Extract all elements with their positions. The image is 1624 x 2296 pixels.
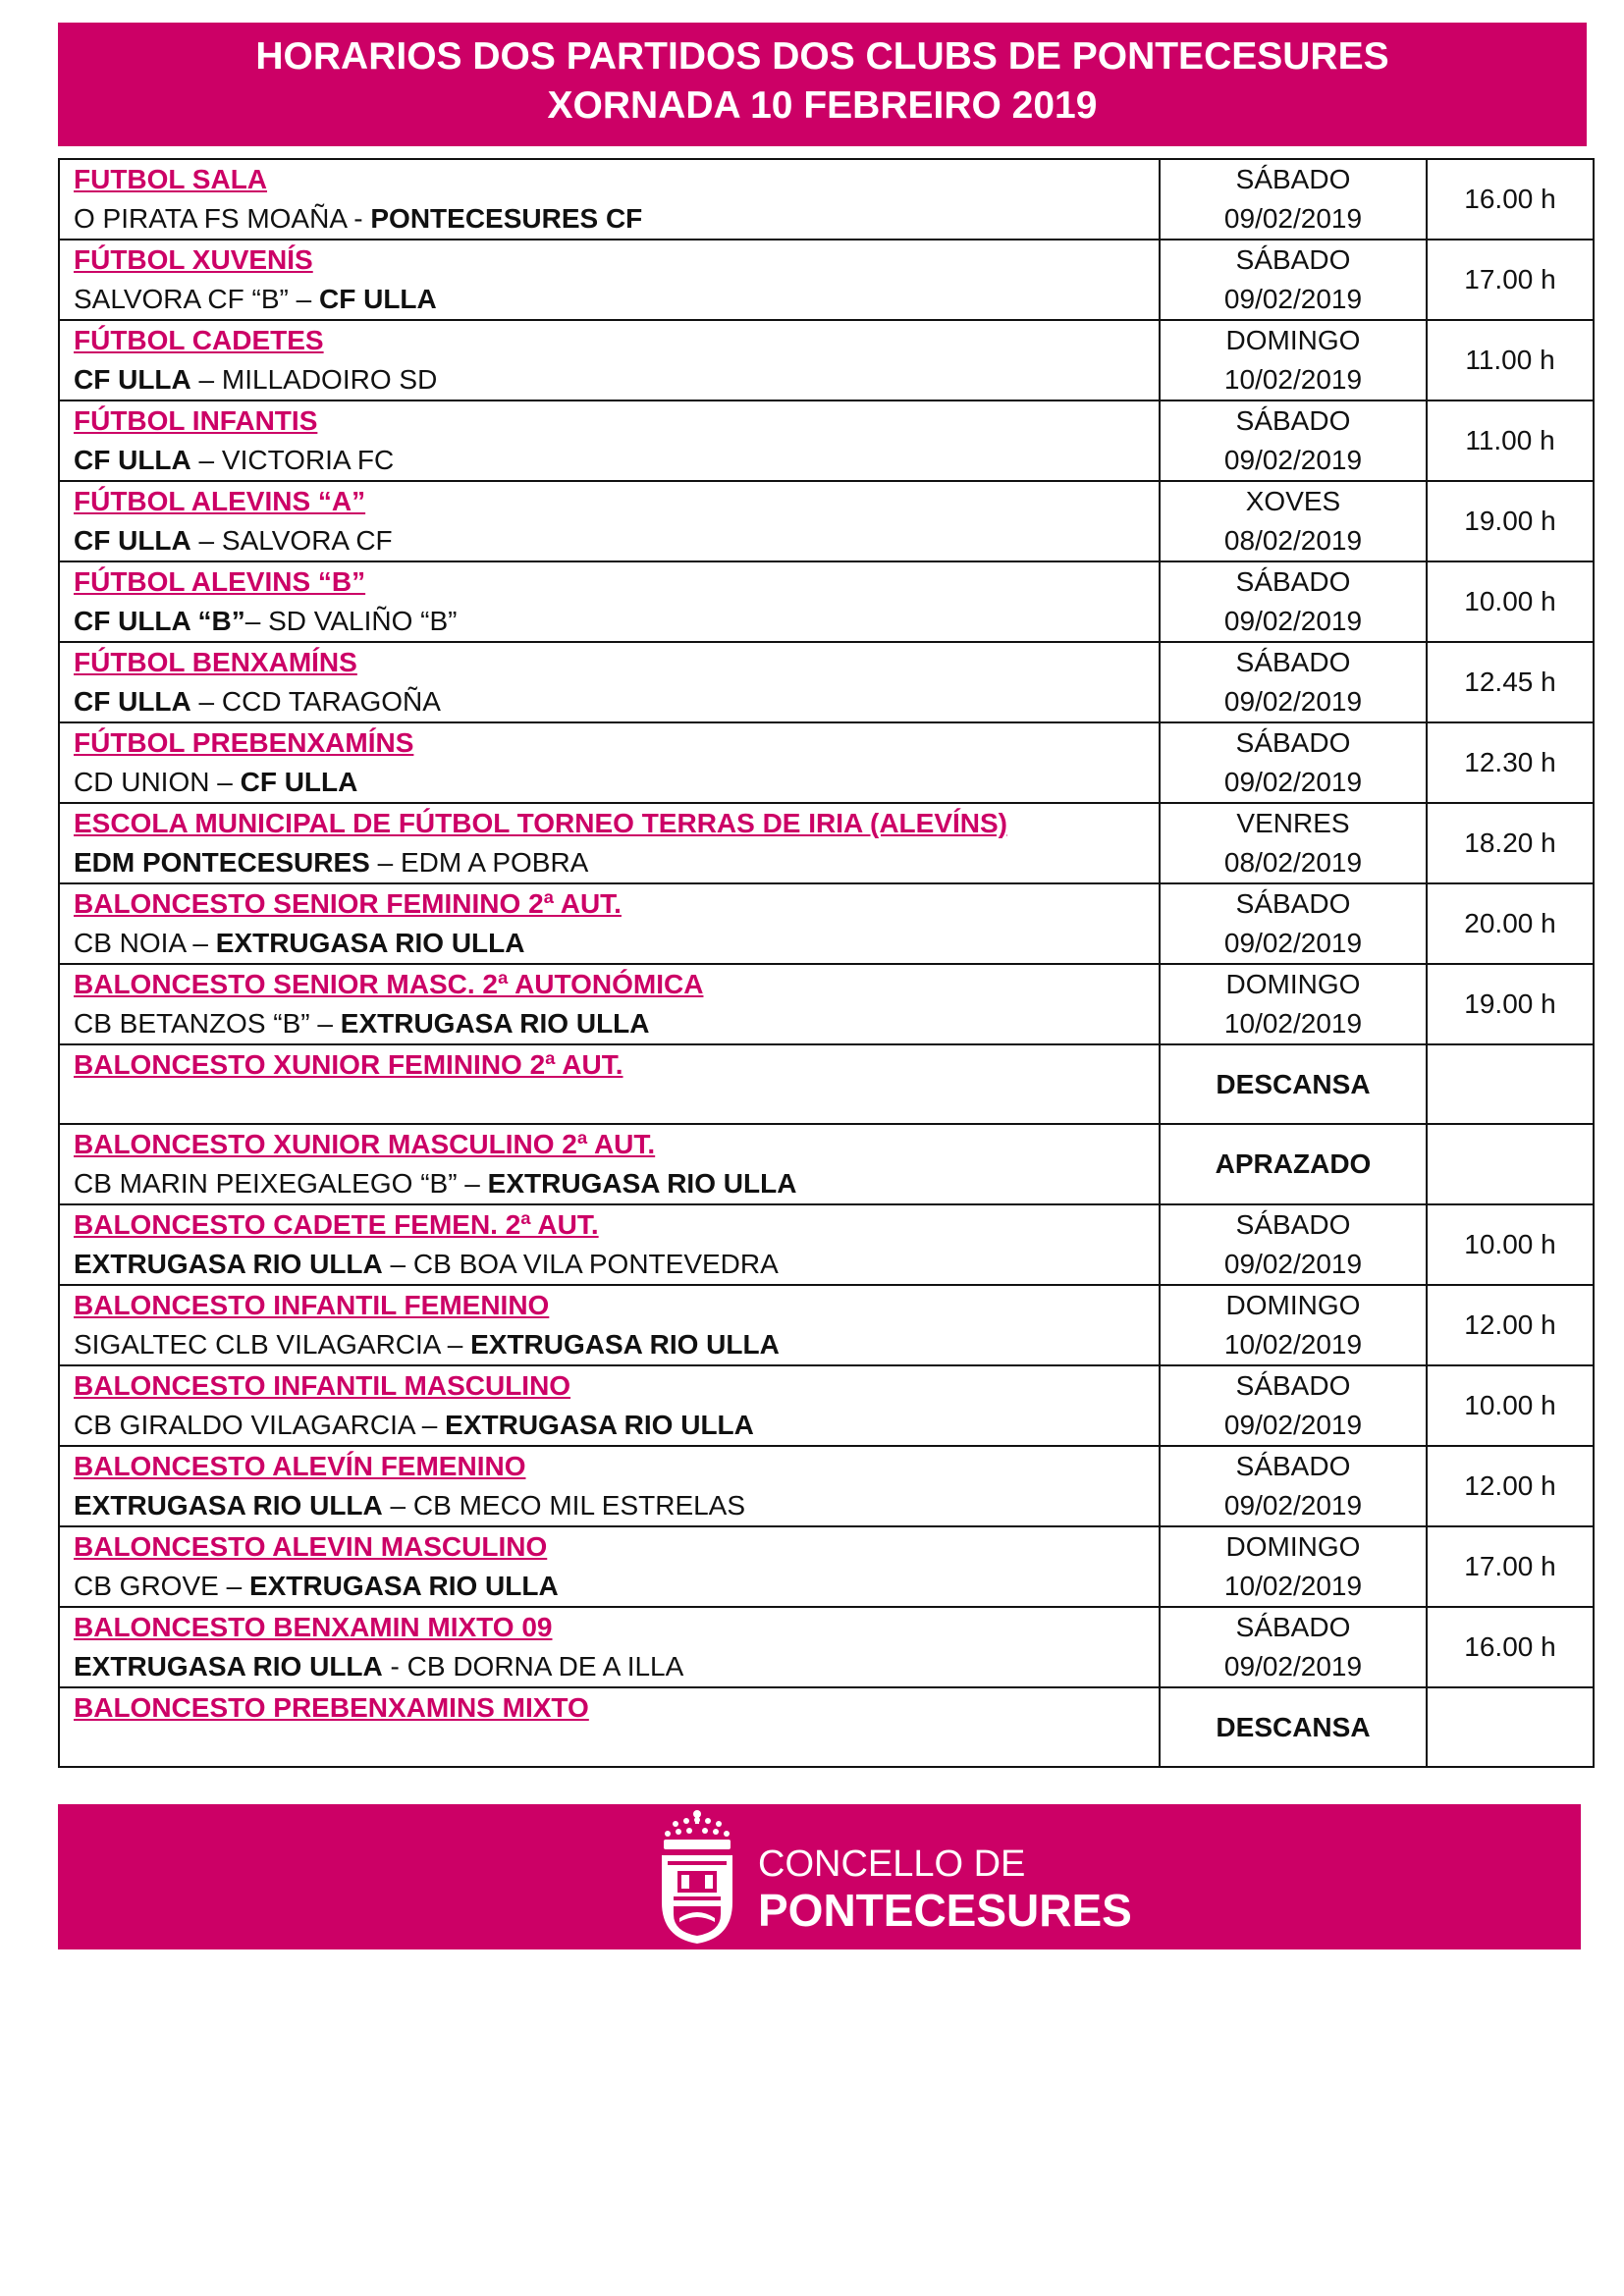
day-cell bbox=[1160, 1204, 1427, 1285]
time-cell: 18.20 h bbox=[1427, 803, 1594, 883]
home-team: EDM PONTECESURES bbox=[74, 847, 370, 878]
day-name: SÁBADO bbox=[1235, 647, 1351, 677]
day-cell bbox=[1160, 1044, 1427, 1124]
match-date: 08/02/2019 bbox=[1223, 525, 1363, 556]
day-cell bbox=[1160, 964, 1427, 1044]
teams-line bbox=[74, 843, 1159, 882]
time-cell: 17.00 h bbox=[1427, 240, 1594, 320]
away-team: CF ULLA bbox=[240, 767, 358, 797]
team-separator: – bbox=[190, 445, 222, 475]
teams-line bbox=[74, 1325, 1159, 1364]
time-cell bbox=[1427, 1124, 1594, 1204]
day-name: DOMINGO bbox=[1225, 1531, 1361, 1562]
teams-line bbox=[74, 1164, 1159, 1203]
team-separator: – bbox=[190, 525, 222, 556]
time-cell: 12.00 h bbox=[1427, 1446, 1594, 1526]
match-cell bbox=[59, 722, 1160, 803]
match-cell bbox=[59, 1285, 1160, 1365]
teams-line bbox=[74, 199, 1159, 239]
footer-text bbox=[758, 1843, 1132, 1936]
match-date: 09/02/2019 bbox=[1223, 1490, 1363, 1521]
day-name: DOMINGO bbox=[1225, 325, 1361, 355]
category-label: FÚTBOL INFANTIS bbox=[74, 405, 318, 436]
category-label: BALONCESTO PREBENXAMINS MIXTO bbox=[74, 1692, 589, 1723]
team-separator: – bbox=[185, 928, 216, 958]
schedule-row bbox=[59, 722, 1594, 803]
teams-line bbox=[74, 1245, 1159, 1284]
away-team: EXTRUGASA RIO ULLA bbox=[248, 1571, 559, 1601]
match-cell bbox=[59, 642, 1160, 722]
teams-line bbox=[74, 763, 1159, 802]
schedule-row bbox=[59, 642, 1594, 722]
match-cell bbox=[59, 964, 1160, 1044]
category-label: BALONCESTO INFANTIL MASCULINO bbox=[74, 1370, 571, 1401]
team-separator: - bbox=[382, 1651, 407, 1682]
away-team: EDM A POBRA bbox=[400, 847, 589, 878]
status-label: DESCANSA bbox=[1216, 1068, 1371, 1099]
day-cell bbox=[1160, 1446, 1427, 1526]
municipal-crest-icon bbox=[654, 1808, 740, 1946]
team-separator: – bbox=[414, 1410, 446, 1440]
schedule-body bbox=[59, 159, 1594, 1767]
home-team: SIGALTEC CLB VILAGARCIA bbox=[74, 1329, 440, 1360]
day-name: VENRES bbox=[1236, 808, 1350, 838]
category-label: FUTBOL SALA bbox=[74, 164, 268, 194]
match-date: 08/02/2019 bbox=[1223, 847, 1363, 878]
category-label: ESCOLA MUNICIPAL DE FÚTBOL TORNEO TERRAS DE IRIA (ALEVÍNS) bbox=[74, 808, 1008, 838]
team-separator: – bbox=[457, 1168, 488, 1199]
match-date: 09/02/2019 bbox=[1223, 284, 1363, 314]
schedule-row bbox=[59, 159, 1594, 240]
time-cell: 12.30 h bbox=[1427, 722, 1594, 803]
category-label: FÚTBOL PREBENXAMÍNS bbox=[74, 727, 414, 758]
schedule-row bbox=[59, 803, 1594, 883]
match-cell bbox=[59, 240, 1160, 320]
time-cell: 12.00 h bbox=[1427, 1285, 1594, 1365]
home-team: CF ULLA bbox=[74, 525, 191, 556]
category-label: FÚTBOL XUVENÍS bbox=[74, 244, 313, 275]
header-subtitle: XORNADA 10 FEBREIRO 2019 bbox=[547, 84, 1098, 127]
category-label: BALONCESTO XUNIOR FEMININO 2ª AUT. bbox=[74, 1049, 623, 1080]
away-team: EXTRUGASA RIO ULLA bbox=[340, 1008, 650, 1039]
schedule-row bbox=[59, 320, 1594, 400]
day-cell bbox=[1160, 481, 1427, 561]
teams-line bbox=[74, 602, 1159, 641]
teams-line bbox=[74, 1486, 1159, 1525]
match-cell bbox=[59, 883, 1160, 964]
page-header bbox=[58, 23, 1587, 146]
team-separator: – bbox=[382, 1490, 413, 1521]
day-cell bbox=[1160, 1687, 1427, 1767]
match-cell bbox=[59, 1526, 1160, 1607]
team-separator: – bbox=[244, 606, 269, 636]
header-title: HORARIOS DOS PARTIDOS DOS CLUBS DE PONTECESURES bbox=[255, 35, 1389, 78]
team-separator: – bbox=[369, 847, 401, 878]
match-date: 09/02/2019 bbox=[1223, 928, 1363, 958]
day-name: SÁBADO bbox=[1235, 164, 1351, 194]
time-cell: 19.00 h bbox=[1427, 481, 1594, 561]
day-name: SÁBADO bbox=[1235, 1612, 1351, 1642]
time-cell: 17.00 h bbox=[1427, 1526, 1594, 1607]
time-cell: 10.00 h bbox=[1427, 1365, 1594, 1446]
status-label: DESCANSA bbox=[1216, 1711, 1371, 1742]
status-label: APRAZADO bbox=[1215, 1148, 1372, 1179]
category-label: BALONCESTO SENIOR MASC. 2ª AUTONÓMICA bbox=[74, 969, 704, 999]
away-team: EXTRUGASA RIO ULLA bbox=[470, 1329, 780, 1360]
home-team: CF ULLA bbox=[74, 686, 191, 717]
category-label: FÚTBOL CADETES bbox=[74, 325, 324, 355]
away-team: SD VALIÑO “B” bbox=[268, 606, 458, 636]
day-name: SÁBADO bbox=[1235, 1370, 1351, 1401]
teams-line bbox=[74, 1004, 1159, 1043]
match-date: 09/02/2019 bbox=[1223, 1249, 1363, 1279]
home-team: O PIRATA FS MOAÑA bbox=[74, 203, 347, 234]
category-label: FÚTBOL ALEVINS “B” bbox=[74, 566, 366, 597]
home-team: CF ULLA “B” bbox=[74, 606, 245, 636]
schedule-row bbox=[59, 240, 1594, 320]
time-cell bbox=[1427, 1687, 1594, 1767]
home-team: CB GROVE bbox=[74, 1571, 219, 1601]
team-separator: – bbox=[439, 1329, 471, 1360]
day-name: SÁBADO bbox=[1235, 1451, 1351, 1481]
match-date: 09/02/2019 bbox=[1223, 445, 1363, 475]
home-team: CF ULLA bbox=[74, 445, 191, 475]
day-name: SÁBADO bbox=[1235, 405, 1351, 436]
team-separator: – bbox=[288, 284, 319, 314]
category-label: BALONCESTO SENIOR FEMININO 2ª AUT. bbox=[74, 888, 622, 919]
schedule-row bbox=[59, 1285, 1594, 1365]
match-cell bbox=[59, 1044, 1160, 1124]
day-cell bbox=[1160, 1124, 1427, 1204]
day-cell bbox=[1160, 1607, 1427, 1687]
schedule-row bbox=[59, 1044, 1594, 1124]
home-team: EXTRUGASA RIO ULLA bbox=[74, 1651, 383, 1682]
schedule-row bbox=[59, 1446, 1594, 1526]
match-date: 10/02/2019 bbox=[1223, 1329, 1363, 1360]
away-team: CB MECO MIL ESTRELAS bbox=[412, 1490, 746, 1521]
match-date: 10/02/2019 bbox=[1223, 1008, 1363, 1039]
match-date: 10/02/2019 bbox=[1223, 364, 1363, 395]
teams-line bbox=[74, 1567, 1159, 1606]
category-label: BALONCESTO BENXAMIN MIXTO 09 bbox=[74, 1612, 553, 1642]
match-cell bbox=[59, 1204, 1160, 1285]
teams-line bbox=[74, 360, 1159, 400]
match-date: 09/02/2019 bbox=[1223, 606, 1363, 636]
match-cell bbox=[59, 1365, 1160, 1446]
schedule-row bbox=[59, 481, 1594, 561]
home-team: CD UNION bbox=[74, 767, 210, 797]
category-label: BALONCESTO INFANTIL FEMENINO bbox=[74, 1290, 550, 1320]
day-name: DOMINGO bbox=[1225, 1290, 1361, 1320]
home-team: SALVORA CF “B” bbox=[74, 284, 289, 314]
match-cell bbox=[59, 400, 1160, 481]
match-date: 09/02/2019 bbox=[1223, 203, 1363, 234]
category-label: FÚTBOL ALEVINS “A” bbox=[74, 486, 366, 516]
day-cell bbox=[1160, 159, 1427, 240]
time-cell: 12.45 h bbox=[1427, 642, 1594, 722]
schedule-row bbox=[59, 1607, 1594, 1687]
away-team: MILLADOIRO SD bbox=[221, 364, 438, 395]
schedule-row bbox=[59, 1204, 1594, 1285]
schedule-row bbox=[59, 400, 1594, 481]
schedule-row bbox=[59, 561, 1594, 642]
day-cell bbox=[1160, 1285, 1427, 1365]
day-name: SÁBADO bbox=[1235, 727, 1351, 758]
away-team: CCD TARAGOÑA bbox=[221, 686, 441, 717]
time-cell: 20.00 h bbox=[1427, 883, 1594, 964]
teams-line bbox=[74, 1647, 1159, 1686]
category-label: BALONCESTO CADETE FEMEN. 2ª AUT. bbox=[74, 1209, 599, 1240]
match-date: 09/02/2019 bbox=[1223, 767, 1363, 797]
schedule-row bbox=[59, 883, 1594, 964]
away-team: PONTECESURES CF bbox=[370, 203, 643, 234]
time-cell: 10.00 h bbox=[1427, 561, 1594, 642]
match-cell bbox=[59, 1124, 1160, 1204]
teams-line bbox=[74, 441, 1159, 480]
time-cell: 11.00 h bbox=[1427, 400, 1594, 481]
category-label: BALONCESTO ALEVÍN FEMENINO bbox=[74, 1451, 526, 1481]
team-separator: – bbox=[218, 1571, 249, 1601]
time-cell: 19.00 h bbox=[1427, 964, 1594, 1044]
day-cell bbox=[1160, 320, 1427, 400]
teams-line bbox=[74, 924, 1159, 963]
home-team: EXTRUGASA RIO ULLA bbox=[74, 1249, 383, 1279]
match-date: 10/02/2019 bbox=[1223, 1571, 1363, 1601]
day-cell bbox=[1160, 1526, 1427, 1607]
day-name: SÁBADO bbox=[1235, 1209, 1351, 1240]
away-team: CB DORNA DE A ILLA bbox=[406, 1651, 684, 1682]
match-cell bbox=[59, 320, 1160, 400]
footer-line1: CONCELLO DE bbox=[758, 1843, 1026, 1885]
schedule-row bbox=[59, 1687, 1594, 1767]
team-separator: – bbox=[190, 364, 222, 395]
time-cell: 16.00 h bbox=[1427, 1607, 1594, 1687]
teams-line bbox=[74, 280, 1159, 319]
day-name: XOVES bbox=[1245, 486, 1341, 516]
day-cell bbox=[1160, 642, 1427, 722]
schedule-row bbox=[59, 964, 1594, 1044]
team-separator: – bbox=[190, 686, 222, 717]
team-separator: – bbox=[209, 767, 241, 797]
away-team: VICTORIA FC bbox=[221, 445, 395, 475]
footer-banner bbox=[58, 1804, 1581, 1949]
time-cell: 10.00 h bbox=[1427, 1204, 1594, 1285]
category-label: BALONCESTO XUNIOR MASCULINO 2ª AUT. bbox=[74, 1129, 656, 1159]
day-name: SÁBADO bbox=[1235, 566, 1351, 597]
away-team: EXTRUGASA RIO ULLA bbox=[445, 1410, 754, 1440]
time-cell: 16.00 h bbox=[1427, 159, 1594, 240]
day-cell bbox=[1160, 561, 1427, 642]
match-date: 09/02/2019 bbox=[1223, 1651, 1363, 1682]
team-separator: - bbox=[346, 203, 371, 234]
schedule-row bbox=[59, 1124, 1594, 1204]
away-team: SALVORA CF bbox=[221, 525, 393, 556]
match-cell bbox=[59, 803, 1160, 883]
away-team: CB BOA VILA PONTEVEDRA bbox=[412, 1249, 779, 1279]
teams-line bbox=[74, 1406, 1159, 1445]
teams-line bbox=[74, 682, 1159, 721]
day-cell bbox=[1160, 1365, 1427, 1446]
match-cell bbox=[59, 1446, 1160, 1526]
time-cell bbox=[1427, 1044, 1594, 1124]
day-cell bbox=[1160, 803, 1427, 883]
away-team: CF ULLA bbox=[319, 284, 437, 314]
day-name: SÁBADO bbox=[1235, 244, 1351, 275]
team-separator: – bbox=[382, 1249, 413, 1279]
match-cell bbox=[59, 481, 1160, 561]
match-cell bbox=[59, 1687, 1160, 1767]
day-cell bbox=[1160, 722, 1427, 803]
away-team: EXTRUGASA RIO ULLA bbox=[215, 928, 525, 958]
home-team: CB BETANZOS “B” bbox=[74, 1008, 310, 1039]
match-cell bbox=[59, 159, 1160, 240]
time-cell: 11.00 h bbox=[1427, 320, 1594, 400]
home-team: CB GIRALDO VILAGARCIA bbox=[74, 1410, 414, 1440]
day-cell bbox=[1160, 240, 1427, 320]
day-name: DOMINGO bbox=[1225, 969, 1361, 999]
match-cell bbox=[59, 561, 1160, 642]
team-separator: – bbox=[309, 1008, 341, 1039]
match-date: 09/02/2019 bbox=[1223, 1410, 1363, 1440]
footer-line2: PONTECESURES bbox=[758, 1885, 1132, 1936]
away-team: EXTRUGASA RIO ULLA bbox=[487, 1168, 797, 1199]
day-name: SÁBADO bbox=[1235, 888, 1351, 919]
home-team: EXTRUGASA RIO ULLA bbox=[74, 1490, 383, 1521]
day-cell bbox=[1160, 883, 1427, 964]
teams-line bbox=[74, 521, 1159, 561]
category-label: BALONCESTO ALEVIN MASCULINO bbox=[74, 1531, 548, 1562]
day-cell bbox=[1160, 400, 1427, 481]
category-label: FÚTBOL BENXAMÍNS bbox=[74, 647, 357, 677]
home-team: CF ULLA bbox=[74, 364, 191, 395]
home-team: CB NOIA bbox=[74, 928, 186, 958]
home-team: CB MARIN PEIXEGALEGO “B” bbox=[74, 1168, 458, 1199]
match-date: 09/02/2019 bbox=[1223, 686, 1363, 717]
schedule-row bbox=[59, 1365, 1594, 1446]
match-cell bbox=[59, 1607, 1160, 1687]
schedule-row bbox=[59, 1526, 1594, 1607]
schedule-table bbox=[58, 158, 1595, 1768]
